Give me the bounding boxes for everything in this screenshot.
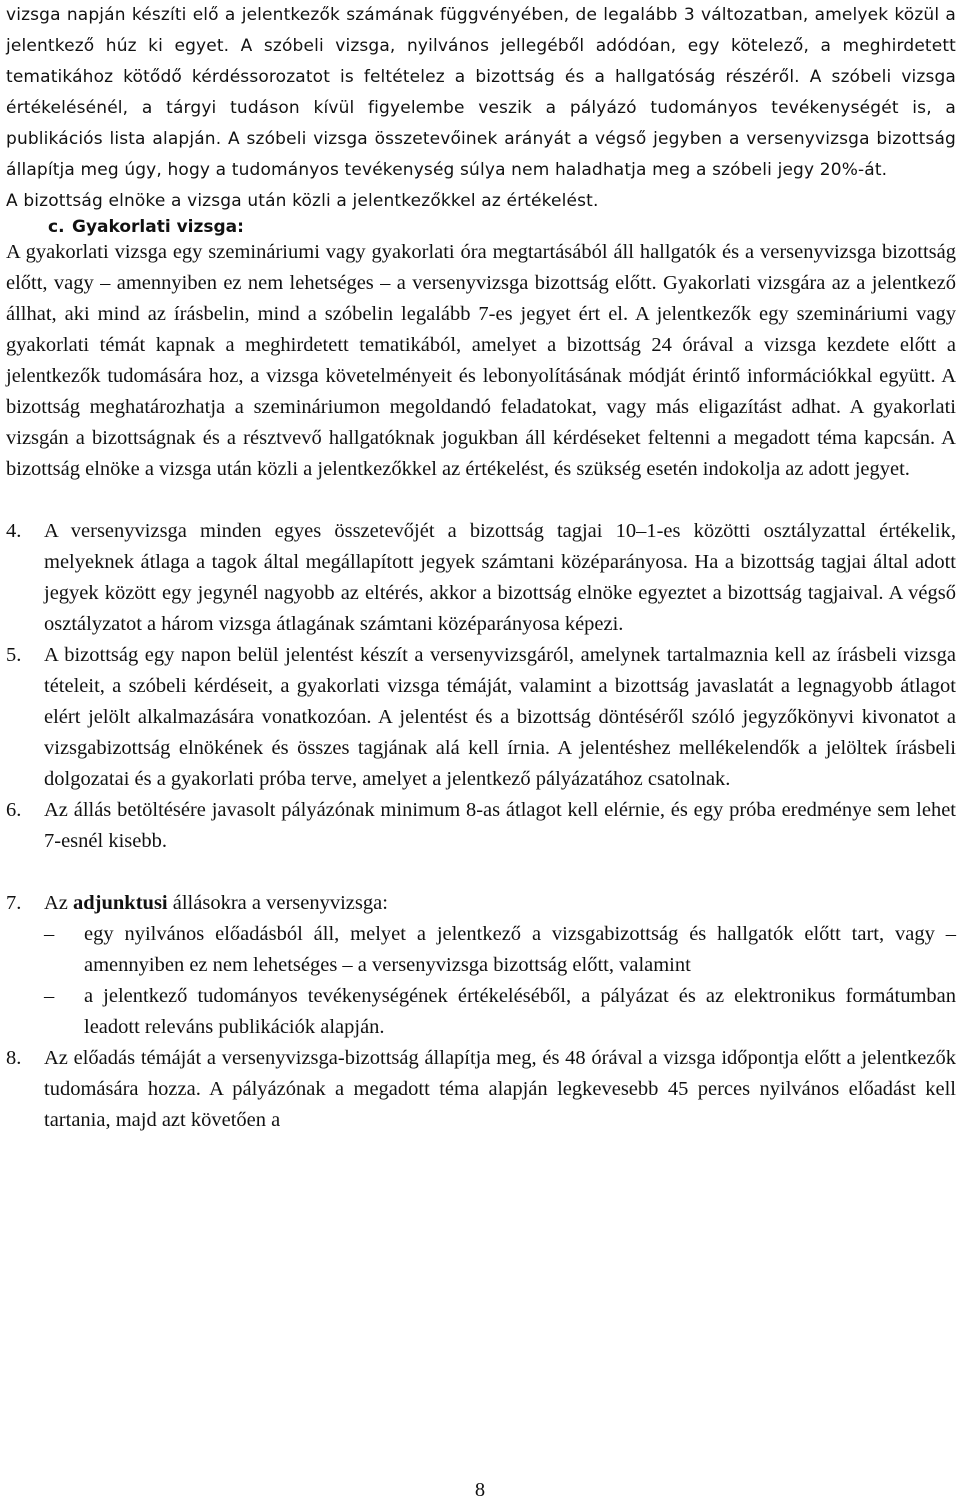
- list-item-7-suffix: állásokra a versenyvizsga:: [167, 892, 388, 914]
- dash-bullet: –: [44, 985, 55, 1007]
- list-item-text: Az állás betöltésére javasolt pályázónak minimum 8-as átlagot kell elérnie, és egy próba eredménye sem lehet 7-esnél kisebb.: [44, 799, 956, 852]
- list-item-7-bold: adjunktusi: [73, 892, 168, 914]
- sub-item-text: a jelentkező tudományos tevékenységének értékeléséből, a pályázat és az elektronikus formátumban leadott releváns publikációk alapján.: [84, 985, 956, 1038]
- intro-closing-sentence: A bizottság elnöke a vizsga után közli a jelentkezőkkel az értékelést.: [6, 191, 599, 211]
- section-c-letter: c.: [48, 217, 65, 237]
- list-item-text: A bizottság egy napon belül jelentést készít a versenyvizsgáról, amelynek tartalmaznia kell az írásbeli vizsga tételeit, a szóbeli kérdéseit, a gyakorlati vizsga témáját, valamint a bizottság javaslatát a legnagyobb átlagot elért jelölt alkalmazására vonatkozóan. A jelentést és a bizottság döntéséről szóló jegyzőkönyvi kivonatot a vizsgabizottság elnökének és összes tagjának alá kell írnia. A jelentéshez mellékelendők a jelöltek írásbeli dolgozatai és a gyakorlati próba terve, amelyet a jelentkező pályázatához csatolnak.: [44, 644, 956, 790]
- section-c-body: A gyakorlati vizsga egy szemináriumi vagy gyakorlati óra megtartásából áll hallgatók és a versenyvizsga bizottság előtt, vagy – amennyiben ez nem lehetséges – a versenyvizsga bizottság előtt. Gyakorlati vizsgára az a jelentkező állhat, aki mind az írásbelin, mind a szóbelin legalább 7-es jegyet ért el. A jelentkezők egy szemináriumi vagy gyakorlati témát kapnak a meghirdetett tematikából, amelyet a bizottság 24 órával a vizsga kezdete előtt a jelentkezők tudomására hoz, a vizsga követelményeit és lebonyolításának módját érintő információkkal együtt. A bizottság meghatározhatja a szemináriumon megoldandó feladatokat, vagy más eligazítást adhat. A gyakorlati vizsgán a bizottságnak és a résztvevő hallgatóknak jogukban áll kérdéseket feltenni a megadott téma kapcsán. A bizottság elnöke a vizsga után közli a jelentkezőkkel az értékelést, és szükség esetén indokolja az adott jegyet.: [6, 241, 956, 480]
- list-item-4: [6, 516, 956, 640]
- list-item-number: 4.: [6, 520, 22, 542]
- list-item-7-prefix: Az: [44, 892, 74, 914]
- list-item-number: 5.: [6, 644, 22, 666]
- list-item-6: [6, 795, 956, 857]
- sub-item-text: egy nyilvános előadásból áll, melyet a jelentkező a vizsgabizottság és hallgatók előtt tart, vagy – amennyiben ez nem lehetséges – a versenyvizsga bizottság előtt, valamint: [84, 923, 956, 976]
- numbered-list: [6, 516, 956, 1136]
- sub-item: [6, 919, 956, 981]
- section-c-header: [6, 217, 956, 237]
- section-c: [6, 217, 956, 485]
- dash-bullet: –: [44, 923, 55, 945]
- document-page: [6, 0, 956, 1136]
- list-item-5: [6, 640, 956, 795]
- list-item-7: [6, 888, 956, 919]
- list-item-number: 7.: [6, 892, 22, 914]
- list-item-text: A versenyvizsga minden egyes összetevőjét a bizottság tagjai 10–1-es közötti osztályzattal értékelik, melyeknek átlaga a tagok által megállapított jegyek számtani középarányosa. Ha a bizottság tagjai által adott jegyek között egy jegynél nagyobb az eltérés, akkor a bizottság elnöke egyeztet a bizottság tagjaival. A végső osztályzatot a három vizsga átlagának számtani középarányosa képezi.: [44, 520, 956, 635]
- list-item-text: Az előadás témáját a versenyvizsga-bizottság állapítja meg, és 48 órával a vizsga időpontja előtt a jelentkezők tudomására hozza. A pályázónak a megadott téma alapján legkevesebb 45 perces nyilvános előadást kell tartania, majd azt követően a: [44, 1047, 956, 1131]
- list-item-8: [6, 1043, 956, 1136]
- intro-paragraph: vizsga napján készíti elő a jelentkezők számának függvényében, de legalább 3 változatban, amelyek közül a jelentkező húz ki egyet. A szóbeli vizsga, nyilvános jellegéből adódóan, egy kötelező, a meghirdetett tematikához kötődő kérdéssorozatot is feltételez a bizottság és a hallgatóság részéről. A szóbeli vizsga értékelésénél, a tárgyi tudáson kívül figyelembe veszik a pályázó tudományos tevékenységét is, a publikációs lista alapján. A szóbeli vizsga összetevőinek arányát a végső jegyben a versenyvizsga bizottság állapítja meg úgy, hogy a tudományos tevékenység súlya nem haladhatja meg a szóbeli jegy 20%-át.: [6, 5, 956, 180]
- page-number: 8: [474, 1479, 486, 1501]
- list-item-number: 8.: [6, 1047, 22, 1069]
- section-c-heading: Gyakorlati vizsga:: [72, 217, 244, 237]
- sub-item: [6, 981, 956, 1043]
- list-item-number: 6.: [6, 799, 22, 821]
